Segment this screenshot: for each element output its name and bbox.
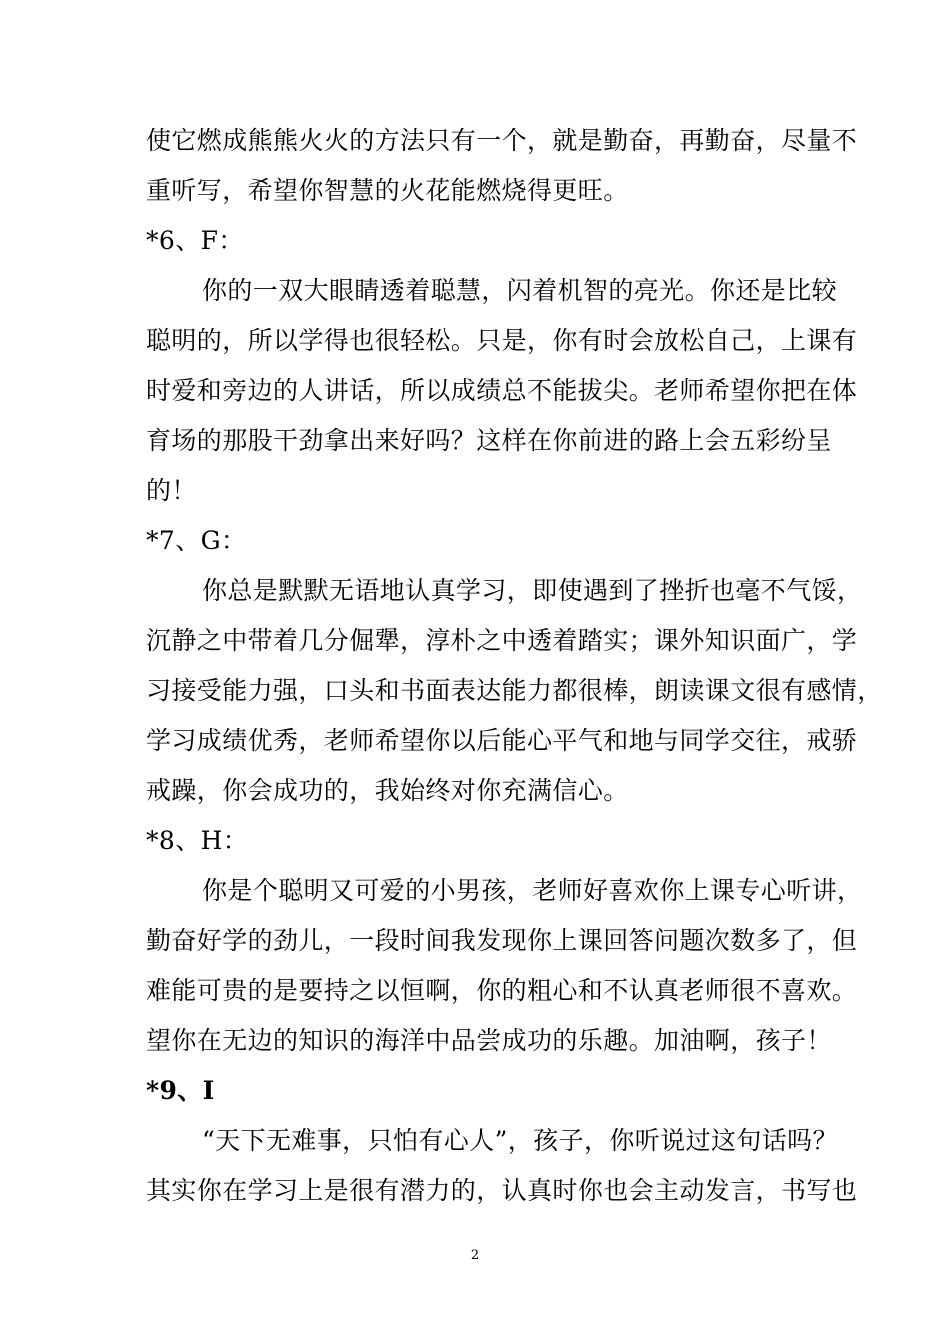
paragraph-first-line: 你的一双大眼睛透着聪慧，闪着机智的亮光。你还是比较 [202,276,838,305]
paragraph-first-line: 你是个聪明又可爱的小男孩，老师好喜欢你上课专心听讲， [202,876,863,905]
section-heading: *9、I [146,1076,215,1105]
paragraph-line: 使它燃成熊熊火火的方法只有一个，就是勤奋，再勤奋，尽量不 [146,126,858,155]
paragraph-first-line: “天下无难事，只怕有心人”，孩子，你听说过这句话吗？ [202,1126,838,1155]
paragraph-line: 难能可贵的是要持之以恒啊，你的粗心和不认真老师很不喜欢。 [146,976,858,1005]
page-number: 2 [470,1248,480,1263]
paragraph-line: 时爱和旁边的人讲话，所以成绩总不能拔尖。老师希望你把在体 [146,376,858,405]
paragraph-line: 勤奋好学的劲儿，一段时间我发现你上课回答问题次数多了，但 [146,926,858,955]
section-heading: *6、F： [146,226,244,255]
paragraph-line: 的！ [146,476,197,505]
paragraph-line: 习接受能力强，口头和书面表达能力都很棒，朗读课文很有感情， [146,676,883,705]
paragraph-line: 重听写，希望你智慧的火花能燃烧得更旺。 [146,176,629,205]
paragraph-line: 聪明的，所以学得也很轻松。只是，你有时会放松自己，上课有 [146,326,858,355]
document-body [146,116,883,1216]
paragraph-line: 其实你在学习上是很有潜力的，认真时你也会主动发言，书写也 [146,1176,858,1205]
paragraph-line: 育场的那股干劲拿出来好吗？这样在你前进的路上会五彩纷呈 [146,426,832,455]
paragraph-line: 望你在无边的知识的海洋中品尝成功的乐趣。加油啊，孩子！ [146,1026,832,1055]
section-heading: *7、G： [146,526,247,555]
paragraph-first-line: 你总是默默无语地认真学习，即使遇到了挫折也毫不气馁， [202,576,863,605]
paragraph-line: 戒躁，你会成功的，我始终对你充满信心。 [146,776,629,805]
paragraph-line: 沉静之中带着几分倔犟，淳朴之中透着踏实；课外知识面广，学 [146,626,858,655]
section-heading: *8、H： [146,826,249,855]
paragraph-line: 学习成绩优秀，老师希望你以后能心平气和地与同学交往，戒骄 [146,726,858,755]
